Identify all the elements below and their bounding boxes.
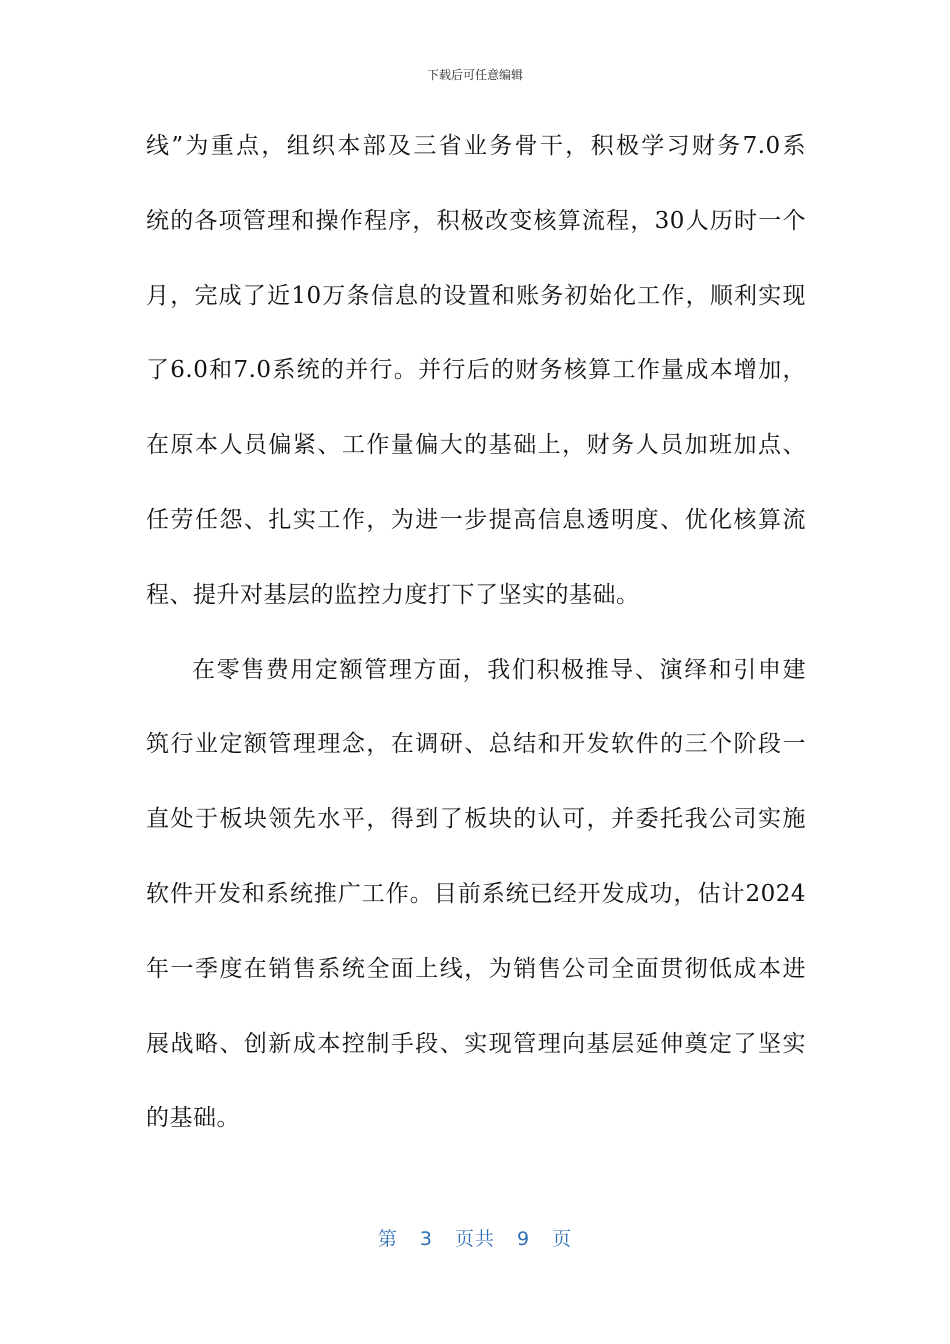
text-line: 月，完成了近10万条信息的设置和账务初始化工作，顺利实现 [146, 282, 806, 309]
text-line: 直处于板块领先水平，得到了板块的认可，并委托我公司实施 [146, 806, 806, 833]
text-line: 软件开发和系统推广工作。目前系统已经开发成功，估计2024 [146, 880, 806, 907]
paragraph-2 [146, 645, 806, 1169]
footer-middle: 页共 [454, 1228, 495, 1250]
text-line: 展战略、创新成本控制手段、实现管理向基层延伸奠定了坚实 [146, 1030, 806, 1057]
footer-prefix: 第 [377, 1228, 398, 1250]
text-line: 统的各项管理和操作程序，积极改变核算流程，30人历时一个 [146, 207, 806, 234]
text-line: 的基础。 [146, 1105, 240, 1132]
text-line: 在零售费用定额管理方面，我们积极推导、演绎和引申建 [192, 656, 806, 683]
paragraph-1 [146, 121, 806, 645]
header-note: 下载后可任意编辑 [426, 68, 523, 82]
text-line: 在原本人员偏紧、工作量偏大的基础上，财务人员加班加点、 [146, 432, 806, 459]
footer-page-number: 3 [419, 1228, 433, 1250]
text-line: 年一季度在销售系统全面上线，为销售公司全面贯彻低成本进 [146, 955, 806, 982]
text-line: 线”为重点，组织本部及三省业务骨干，积极学习财务7.0系 [146, 133, 806, 159]
footer-suffix: 页 [552, 1228, 573, 1250]
page-footer [0, 1224, 950, 1251]
footer-total-pages: 9 [517, 1228, 531, 1250]
text-line: 了6.0和7.0系统的并行。并行后的财务核算工作量成本增加， [146, 357, 806, 384]
text-line: 筑行业定额管理理念，在调研、总结和开发软件的三个阶段一 [146, 731, 806, 758]
text-line: 程、提升对基层的监控力度打下了坚实的基础。 [146, 581, 640, 608]
text-line: 任劳任怨、扎实工作，为进一步提高信息透明度、优化核算流 [146, 506, 806, 533]
document-body [146, 121, 806, 1168]
